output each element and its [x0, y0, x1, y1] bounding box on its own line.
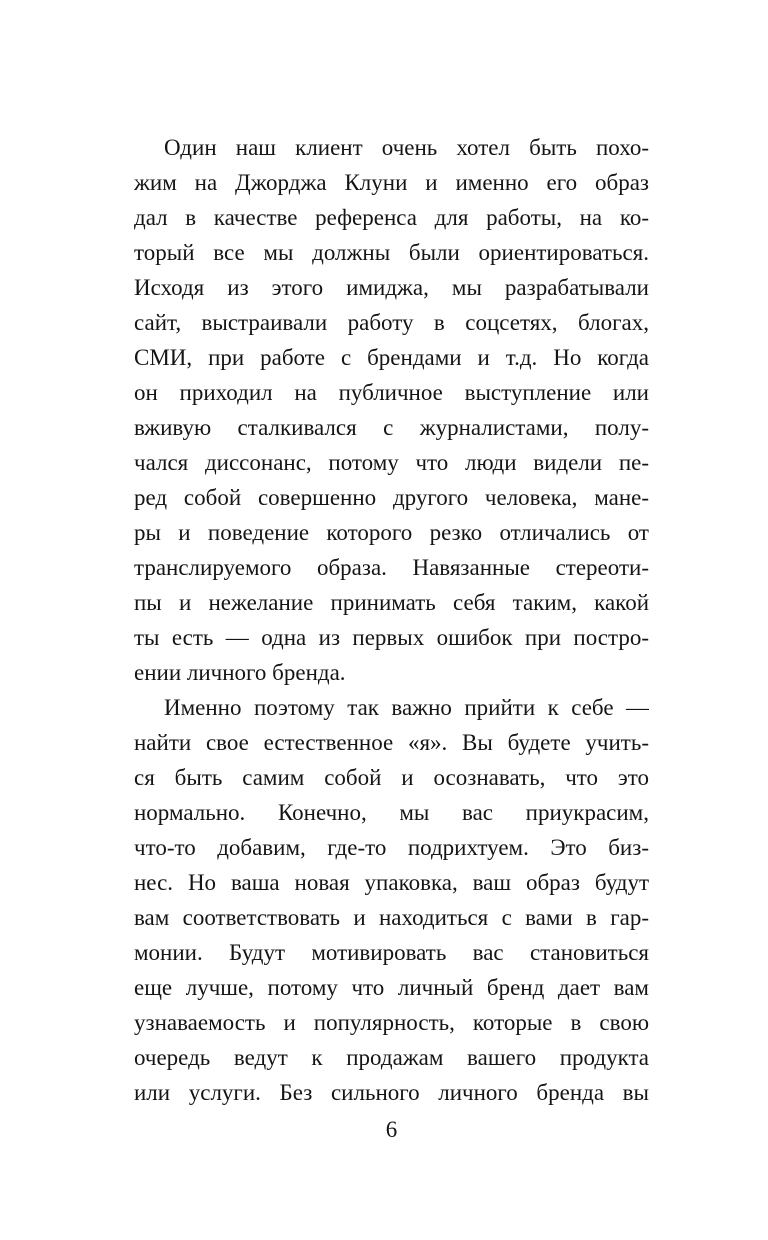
text-line: СМИ, при работе с брендами и т.д. Но когда — [134, 345, 649, 370]
text-line: что-то добавим, где-то подрихтуем. Это биз- — [134, 835, 649, 860]
text-line: он приходил на публичное выступление или — [134, 380, 649, 405]
text-line: торый все мы должны были ориентироваться. — [134, 240, 649, 265]
text-line: ся быть самим собой и осознавать, что это — [134, 765, 649, 790]
text-line: найти свое естественное «я». Вы будете учить- — [134, 730, 649, 755]
text-line: или услуги. Без сильного личного бренда вы — [134, 1080, 649, 1105]
text-line: чался диссонанс, потому что люди видели пе- — [134, 450, 649, 475]
text-line: ры и поведение которого резко отличались от — [134, 520, 649, 545]
text-line: очередь ведут к продажам вашего продукта — [134, 1045, 649, 1070]
text-line: жим на Джорджа Клуни и именно его образ — [134, 170, 649, 195]
text-line: нормально. Конечно, мы вас приукрасим, — [134, 800, 649, 825]
paragraph — [134, 690, 649, 1110]
text-line: транслируемого образа. Навязанные стереоти- — [134, 555, 649, 580]
text-line: узнаваемость и популярность, которые в свою — [134, 1010, 649, 1035]
text-line: Один наш клиент очень хотел быть похо- — [164, 135, 649, 160]
text-line: Исходя из этого имиджа, мы разрабатывали — [134, 275, 649, 300]
text-line: нес. Но ваша новая упаковка, ваш образ будут — [134, 870, 649, 895]
page-text-block — [134, 130, 649, 1110]
text-line: вам соответствовать и находиться с вами в гар- — [134, 905, 649, 930]
text-line: Именно поэтому так важно прийти к себе — — [164, 695, 649, 720]
text-line: еще лучше, потому что личный бренд дает вам — [134, 975, 649, 1000]
text-line: пы и нежелание принимать себя таким, какой — [134, 590, 649, 615]
page-number: 6 — [385, 1117, 398, 1142]
text-line: сайт, выстраивали работу в соцсетях, блогах, — [134, 310, 649, 335]
text-line: ении личного бренда. — [134, 660, 346, 685]
text-line: вживую сталкивался с журналистами, полу- — [134, 415, 649, 440]
text-line: монии. Будут мотивировать вас становиться — [134, 940, 649, 965]
text-line: ред собой совершенно другого человека, мане- — [134, 485, 649, 510]
text-line: дал в качестве референса для работы, на ко- — [134, 205, 649, 230]
paragraph — [134, 130, 649, 690]
text-line: ты есть — одна из первых ошибок при постро- — [134, 625, 649, 650]
